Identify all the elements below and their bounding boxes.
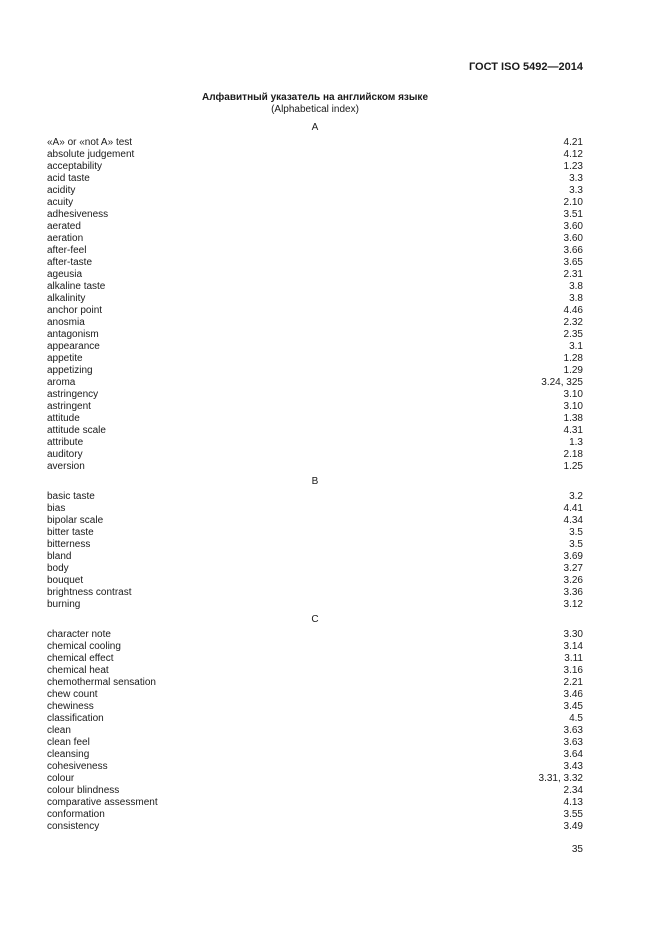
index-entry	[47, 149, 583, 161]
entry-reference: 2.21	[563, 677, 583, 688]
index-entry	[47, 809, 583, 821]
entry-reference: 3.43	[563, 761, 583, 772]
entry-reference: 3.51	[563, 209, 583, 220]
entry-term: bipolar scale	[47, 515, 104, 526]
entry-reference: 3.66	[563, 245, 583, 256]
entry-term: cohesiveness	[47, 761, 108, 772]
index-entry	[47, 173, 583, 185]
index-subtitle: (Alphabetical index)	[271, 104, 359, 115]
entry-term: astringency	[47, 389, 99, 400]
entry-reference: 3.11	[564, 653, 583, 664]
entry-term: chemical effect	[47, 653, 114, 664]
entry-term: chemothermal sensation	[47, 677, 156, 688]
entry-term: acuity	[47, 197, 74, 208]
index-entry	[47, 503, 583, 515]
entry-reference: 1.25	[563, 461, 583, 472]
entry-reference: 1.38	[563, 413, 583, 424]
entry-term: alkaline taste	[47, 281, 106, 292]
index-entry	[47, 353, 583, 365]
entry-reference: 3.55	[563, 809, 583, 820]
entry-reference: 3.36	[563, 587, 583, 598]
entry-reference: 3.45	[563, 701, 583, 712]
entry-term: aeration	[47, 233, 84, 244]
index-entry	[47, 389, 583, 401]
entry-term: brightness contrast	[47, 587, 132, 598]
index-entry	[47, 821, 583, 833]
entry-term: after-taste	[47, 257, 93, 268]
entry-term: colour blindness	[47, 785, 120, 796]
index-entry	[47, 749, 583, 761]
entry-reference: 4.21	[563, 137, 583, 148]
entry-term: attribute	[47, 437, 84, 448]
index-entry	[47, 341, 583, 353]
index-entry	[47, 575, 583, 587]
entry-term: burning	[47, 599, 81, 610]
index-entry	[47, 629, 583, 641]
index-entry	[47, 797, 583, 809]
entry-reference: 3.31, 3.32	[538, 773, 583, 784]
entry-reference: 1.3	[569, 437, 583, 448]
entry-term: appetizing	[47, 365, 93, 376]
index-entry	[47, 413, 583, 425]
entry-term: classification	[47, 713, 104, 724]
index-entry	[47, 221, 583, 233]
index-entry	[47, 599, 583, 611]
entry-term: attitude	[47, 413, 80, 424]
entry-reference: 1.23	[563, 161, 583, 172]
entry-reference: 3.69	[563, 551, 583, 562]
entry-term: character note	[47, 629, 111, 640]
index-entry	[47, 293, 583, 305]
entry-reference: 3.49	[563, 821, 583, 832]
entry-reference: 3.65	[563, 257, 583, 268]
index-entry	[47, 461, 583, 473]
entry-term: aroma	[47, 377, 76, 388]
entry-reference: 3.3	[569, 173, 583, 184]
entry-term: attitude scale	[47, 425, 106, 436]
entry-term: acceptability	[47, 161, 103, 172]
index-entry	[47, 377, 583, 389]
entry-reference: 3.14	[563, 641, 583, 652]
entry-term: alkalinity	[47, 293, 86, 304]
entry-reference: 2.35	[563, 329, 583, 340]
entry-reference: 3.3	[569, 185, 583, 196]
entry-term: «A» or «not A» test	[47, 137, 133, 148]
entry-reference: 3.8	[569, 281, 583, 292]
entry-term: acid taste	[47, 173, 90, 184]
index-entry	[47, 161, 583, 173]
entry-term: bitter taste	[47, 527, 94, 538]
index-entry	[47, 233, 583, 245]
index-entry	[47, 185, 583, 197]
entry-term: anosmia	[47, 317, 85, 328]
index-entry	[47, 305, 583, 317]
entry-reference: 3.8	[569, 293, 583, 304]
entry-term: consistency	[47, 821, 100, 832]
entry-reference: 4.12	[563, 149, 583, 160]
entry-term: colour	[47, 773, 75, 784]
entry-term: auditory	[47, 449, 83, 460]
entry-term: anchor point	[47, 305, 103, 316]
entry-term: cleansing	[47, 749, 90, 760]
entry-term: chemical heat	[47, 665, 109, 676]
entry-reference: 4.41	[563, 503, 583, 514]
entry-reference: 4.5	[569, 713, 583, 724]
index-entry	[47, 725, 583, 737]
index-entry	[47, 449, 583, 461]
index-entry	[47, 587, 583, 599]
entry-reference: 3.10	[563, 389, 583, 400]
entry-reference: 3.24, 325	[541, 377, 583, 388]
entry-reference: 3.63	[563, 737, 583, 748]
index-entry	[47, 677, 583, 689]
entry-reference: 3.27	[563, 563, 583, 574]
index-entry	[47, 245, 583, 257]
entry-term: appetite	[47, 353, 83, 364]
index-entry	[47, 491, 583, 503]
entry-reference: 3.16	[563, 665, 583, 676]
entry-term: ageusia	[47, 269, 83, 280]
entry-term: body	[47, 563, 69, 574]
entry-reference: 3.30	[563, 629, 583, 640]
entry-term: bland	[47, 551, 72, 562]
entry-reference: 3.12	[563, 599, 583, 610]
section-letter: B	[311, 476, 319, 487]
entry-reference: 2.10	[563, 197, 583, 208]
entry-reference: 1.29	[563, 365, 583, 376]
index-entry	[47, 425, 583, 437]
entry-reference: 2.32	[563, 317, 583, 328]
entry-reference: 4.31	[563, 425, 583, 436]
entry-term: chemical cooling	[47, 641, 121, 652]
entry-term: conformation	[47, 809, 105, 820]
index-entry	[47, 437, 583, 449]
index-entry	[47, 785, 583, 797]
index-entry	[47, 641, 583, 653]
entry-reference: 3.64	[563, 749, 583, 760]
entry-reference: 3.5	[569, 539, 583, 550]
entry-reference: 3.60	[563, 233, 583, 244]
entry-term: chew count	[47, 689, 98, 700]
index-entry	[47, 137, 583, 149]
entry-reference: 2.31	[563, 269, 583, 280]
entry-term: bitterness	[47, 539, 91, 550]
entry-reference: 4.46	[563, 305, 583, 316]
entry-reference: 3.5	[569, 527, 583, 538]
index-entry	[47, 401, 583, 413]
entry-term: basic taste	[47, 491, 95, 502]
entry-reference: 3.63	[563, 725, 583, 736]
entry-term: after-feel	[47, 245, 87, 256]
index-entry	[47, 317, 583, 329]
entry-term: bias	[47, 503, 66, 514]
entry-term: absolute judgement	[47, 149, 135, 160]
index-entry	[47, 653, 583, 665]
index-entry	[47, 701, 583, 713]
index-title: Алфавитный указатель на английском языке	[201, 92, 428, 103]
entry-reference: 3.60	[563, 221, 583, 232]
index-entry	[47, 539, 583, 551]
entry-reference: 3.46	[563, 689, 583, 700]
entry-reference: 2.34	[563, 785, 583, 796]
standard-designation: ГОСТ ISO 5492—2014	[468, 61, 583, 73]
index-entry	[47, 515, 583, 527]
index-entry	[47, 563, 583, 575]
index-entry	[47, 281, 583, 293]
entry-reference: 3.1	[569, 341, 583, 352]
entry-reference: 2.18	[563, 449, 583, 460]
index-entry	[47, 329, 583, 341]
entry-term: appearance	[47, 341, 100, 352]
entry-term: chewiness	[47, 701, 94, 712]
entry-term: clean	[47, 725, 71, 736]
index-entry	[47, 773, 583, 785]
entry-term: bouquet	[47, 575, 84, 586]
entry-term: clean feel	[47, 737, 90, 748]
index-entry	[47, 713, 583, 725]
entry-reference: 3.2	[569, 491, 583, 502]
entry-term: antagonism	[47, 329, 99, 340]
entry-term: astringent	[47, 401, 91, 412]
entry-term: adhesiveness	[47, 209, 109, 220]
index-entry	[47, 665, 583, 677]
entry-reference: 4.13	[563, 797, 583, 808]
index-entry	[47, 689, 583, 701]
section-letter: C	[311, 614, 319, 625]
index-entry	[47, 551, 583, 563]
entry-term: comparative assessment	[47, 797, 158, 808]
index-entry	[47, 527, 583, 539]
section-letter: A	[311, 122, 319, 133]
index-entry	[47, 257, 583, 269]
index-entry	[47, 365, 583, 377]
entry-reference: 3.26	[563, 575, 583, 586]
index-entry	[47, 209, 583, 221]
page-number: 35	[571, 844, 583, 855]
index-entry	[47, 761, 583, 773]
entry-reference: 1.28	[563, 353, 583, 364]
alphabetical-index	[47, 122, 583, 833]
entry-term: aversion	[47, 461, 85, 472]
entry-reference: 4.34	[563, 515, 583, 526]
index-entry	[47, 197, 583, 209]
entry-term: aerated	[47, 221, 81, 232]
index-entry	[47, 269, 583, 281]
index-entry	[47, 737, 583, 749]
entry-reference: 3.10	[563, 401, 583, 412]
entry-term: acidity	[47, 185, 76, 196]
